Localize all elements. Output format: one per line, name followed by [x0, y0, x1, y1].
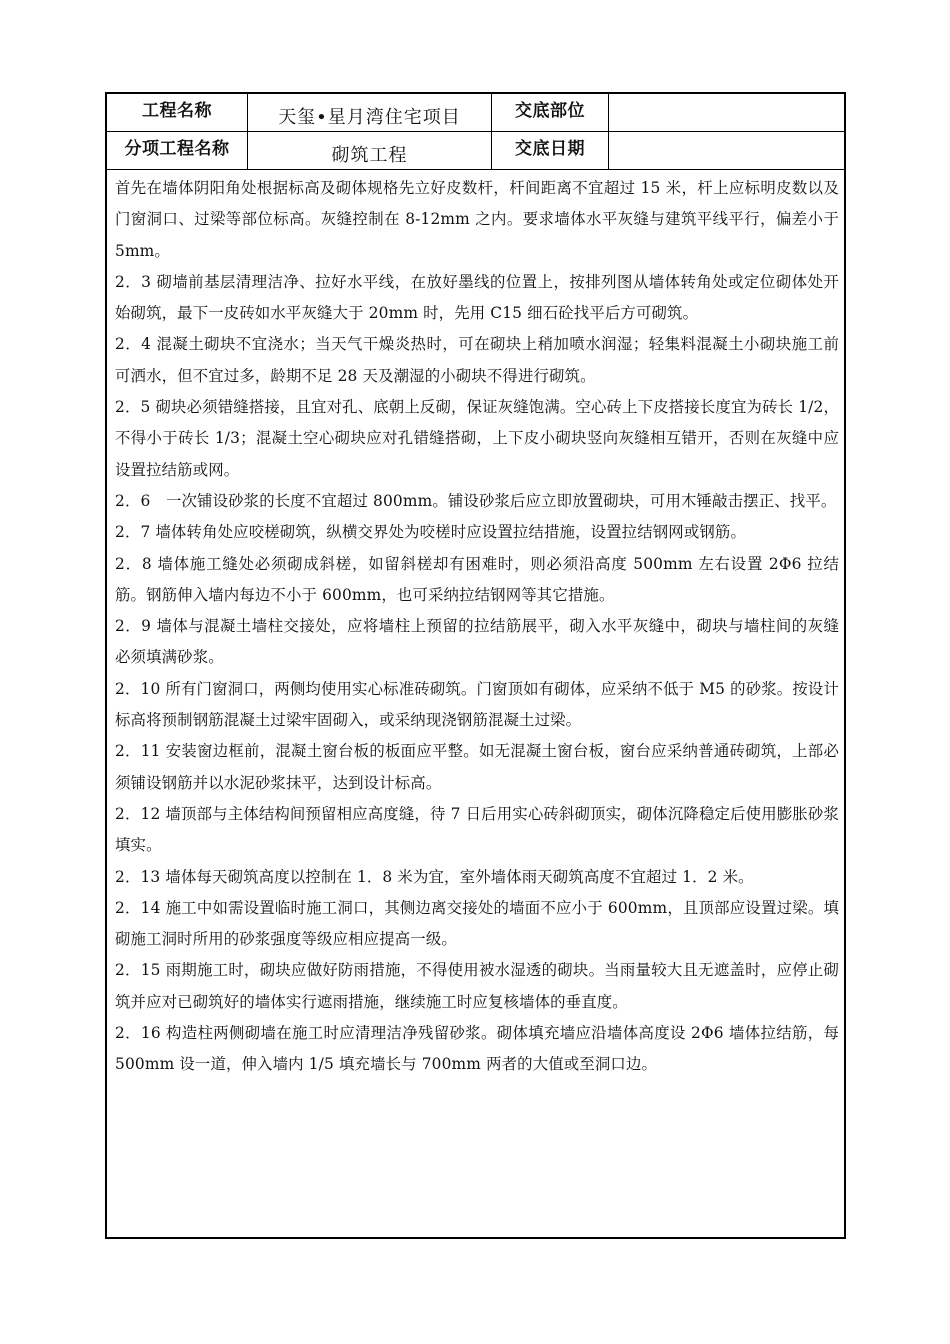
paragraph-intro: 首先在墙体阴阳角处根据标高及砌体规格先立好皮数杆，杆间距离不宜超过 15 米，杆上应标明皮数以及门窗洞口、过梁等部位标高。灰缝控制在 8-12mm 之内。要求墙体水平灰缝与建筑平线平行，偏差小于 5mm。: [115, 179, 839, 260]
date-value-cell: [609, 132, 844, 169]
paragraph-2-15: 2．15 雨期施工时，砌块应做好防雨措施，不得使用被水湿透的砌块。当雨量较大且无遮盖时，应停止砌筑并应对已砌筑好的墙体实行遮雨措施，继续施工时应复核墙体的垂直度。: [115, 961, 839, 1011]
paragraph-2-16: 2．16 构造柱两侧砌墙在施工时应清理洁净残留砂浆。砌体填充墙应沿墙体高度设 2Φ6 墙体拉结筋，每 500mm 设一道，伸入墙内 1/5 填充墙长与 700mm 两者的大值或至洞口边。: [115, 1024, 839, 1074]
location-label-cell: [492, 94, 609, 131]
paragraph-2-9: 2．9 墙体与混凝土墙柱交接处，应将墙柱上预留的拉结筋展平，砌入水平灰缝中，砌块与墙柱间的灰缝必须填满砂浆。: [115, 617, 839, 667]
paragraph-2-14: 2．14 施工中如需设置临时施工洞口，其侧边离交接处的墙面不应小于 600mm，且顶部应设置过梁。填砌施工洞时所用的砂浆强度等级应相应提高一级。: [115, 898, 839, 949]
subproject-label-cell: [107, 132, 248, 169]
paragraph-2-12: 2．12 墙顶部与主体结构间预留相应高度缝，待 7 日后用实心砖斜砌顶实，砌体沉降稳定后使用膨胀砂浆填实。: [115, 804, 839, 855]
paragraph-2-4: 2．4 混凝土砌块不宜浇水；当天气干燥炎热时，可在砌块上稍加喷水润湿；轻集料混凝土小砌块施工前可洒水，但不宜过多，龄期不足 28 天及潮湿的小砌块不得进行砌筑。: [115, 335, 839, 385]
subproject-value-cell: [248, 132, 492, 169]
paragraph-2-13: 2．13 墙体每天砌筑高度以控制在 1．8 米为宜，室外墙体雨天砌筑高度不宜超过 1．2 米。: [115, 867, 754, 886]
header-row-2: [107, 132, 844, 170]
header-row-1: [107, 94, 844, 132]
paragraph-2-10: 2．10 所有门窗洞口，两侧均使用实心标准砖砌筑。门窗顶如有砌体，应采纳不低于 M5 的砂浆。按设计标高将预制钢筋混凝土过梁牢固砌入，或采纳现浇钢筋混凝土过梁。: [115, 679, 839, 730]
disclosure-form: [105, 92, 846, 1239]
date-label: 交底日期: [515, 139, 585, 159]
location-label: 交底部位: [515, 101, 585, 121]
subproject-label: 分项工程名称: [124, 139, 230, 159]
date-label-cell: [492, 132, 609, 169]
subproject-value: 砌筑工程: [331, 144, 408, 166]
disclosure-content: [115, 173, 839, 1081]
paragraph-2-5: 2．5 砌块必须错缝搭接，且宜对孔、底朝上反砌，保证灰缝饱满。空心砖上下皮搭接长度宜为砖长 1/2，不得小于砖长 1/3；混凝土空心砌块应对孔错缝搭砌，上下皮小砌块竖向灰缝相互错开，否则在灰缝中应设置拉结筋或网。: [115, 398, 839, 479]
project-name-value-cell: [248, 94, 492, 131]
paragraph-2-11: 2．11 安装窗边框前，混凝土窗台板的板面应平整。如无混凝土窗台板，窗台应采纳普通砖砌筑，上部必须铺设钢筋并以水泥砂浆抹平，达到设计标高。: [115, 742, 839, 792]
paragraph-2-8: 2．8 墙体施工缝处必须砌成斜槎，如留斜槎却有困难时，则必须沿高度 500mm 左右设置 2Φ6 拉结筋。钢筋伸入墙内每边不小于 600mm，也可采纳拉结钢网等其它措施。: [115, 554, 839, 604]
project-name-label: 工程名称: [142, 101, 212, 121]
paragraph-2-6: 2．6 一次铺设砂浆的长度不宜超过 800mm。铺设砂浆后应立即放置砌块，可用木锤敲击摆正、找平。: [115, 491, 837, 510]
project-name-label-cell: [107, 94, 248, 131]
paragraph-2-7: 2．7 墙体转角处应咬槎砌筑，纵横交界处为咬槎时应设置拉结措施，设置拉结钢网或钢筋。: [115, 523, 747, 542]
location-value-cell: [609, 94, 844, 131]
project-name-value: 天玺•星月湾住宅项目: [278, 106, 461, 128]
paragraph-2-3: 2．3 砌墙前基层清理洁净、拉好水平线，在放好墨线的位置上，按排列图从墙体转角处或定位砌体处开始砌筑，最下一皮砖如水平灰缝大于 20mm 时，先用 C15 细石砼找平后方可砌筑。: [115, 272, 839, 323]
